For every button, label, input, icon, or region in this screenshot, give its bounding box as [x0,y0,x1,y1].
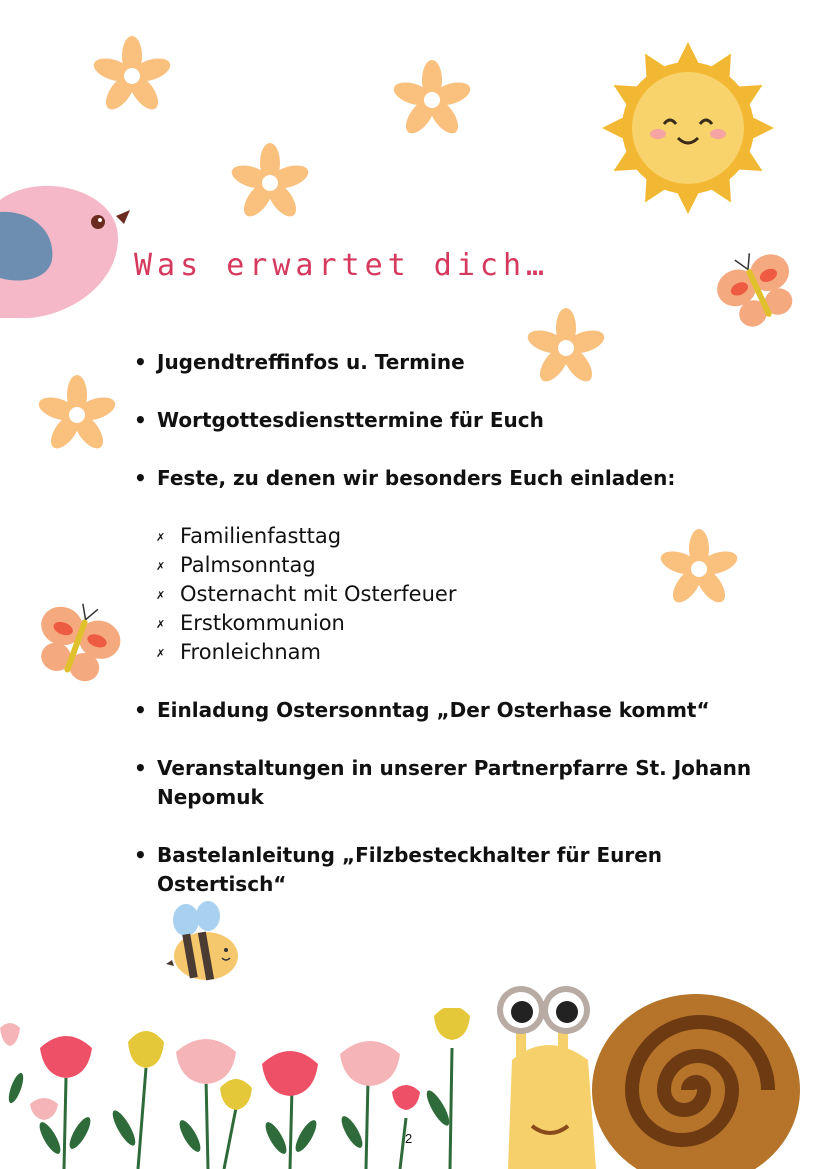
flower-icon [390,58,474,142]
list-item: • Wortgottesdiensttermine für Euch [134,406,794,435]
sub-list-item: ✗ Osternacht mit Osterfeuer [156,580,456,610]
sub-list-item: ✗ Fronleichnam [156,638,321,668]
cross-icon: ✗ [156,530,166,544]
sun-icon [600,40,776,216]
bullet: • [134,408,147,432]
cross-icon: ✗ [156,559,166,573]
sub-list-item: ✗ Palmsonntag [156,551,316,581]
bullet: • [134,350,147,374]
bird-icon [0,180,135,320]
list-item: • Einladung Ostersonntag „Der Osterhase kommt“ [134,696,794,725]
flower-icon [657,527,741,611]
snail-icon [488,980,808,1169]
cross-icon: ✗ [156,617,166,631]
page-title: Was erwartet dich… [134,248,550,283]
bee-icon [166,900,246,984]
bullet: • [134,466,147,490]
bullet: • [134,756,147,780]
list-item: • Jugendtreffinfos u. Termine [134,348,794,377]
flower-icon [35,373,119,457]
bullet: • [134,843,147,867]
page-number: 2 [405,1131,413,1146]
flower-icon [228,141,312,225]
list-item: • Veranstaltungen in unserer Partnerpfarre St. Johann Nepomuk [134,756,752,809]
sub-list-item: ✗ Familienfasttag [156,522,341,552]
flower-icon [90,34,174,118]
butterfly-icon [26,600,126,692]
list-item: • Feste, zu denen wir besonders Euch einladen: [134,464,794,493]
cross-icon: ✗ [156,588,166,602]
cross-icon: ✗ [156,646,166,660]
bullet: • [134,698,147,722]
butterfly-icon [712,250,806,336]
sub-list-item: ✗ Erstkommunion [156,609,345,639]
list-item: • Bastelanleitung „Filzbesteckhalter für Euren Ostertisch“ [134,843,663,896]
